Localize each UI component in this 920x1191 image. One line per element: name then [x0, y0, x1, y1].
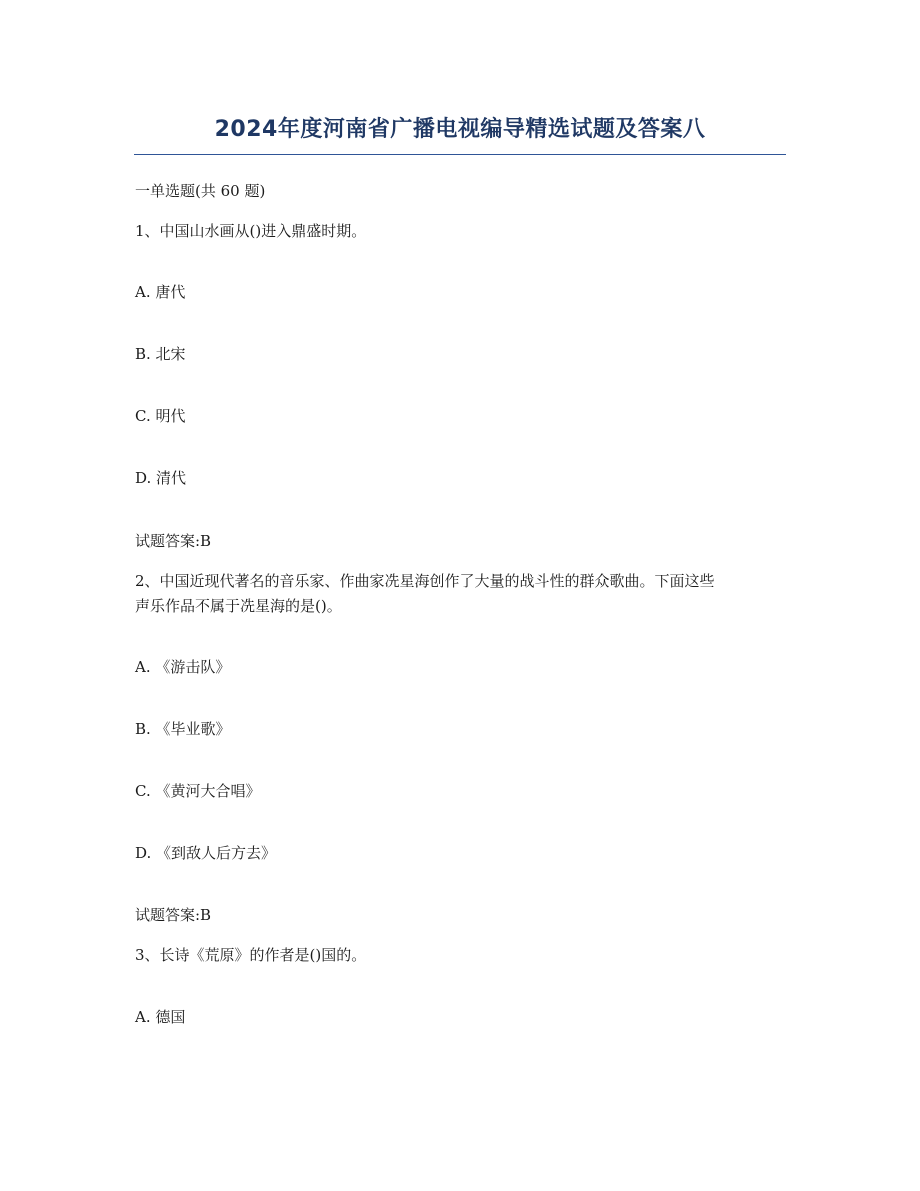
- question-1-option-a: A. 唐代: [135, 283, 186, 301]
- question-3-stem: 3、长诗《荒原》的作者是()国的。: [135, 946, 367, 964]
- question-1-option-b: B. 北宋: [135, 345, 186, 363]
- question-1-option-d: D. 清代: [135, 469, 187, 487]
- question-2-stem-line-1: 2、中国近现代著名的音乐家、作曲家冼星海创作了大量的战斗性的群众歌曲。下面这些: [135, 572, 715, 590]
- document-title: 2024年度河南省广播电视编导精选试题及答案八: [214, 117, 706, 142]
- question-1-answer: 试题答案:B: [135, 532, 212, 550]
- question-2-option-a: A. 《游击队》: [135, 658, 231, 676]
- question-1-option-c: C. 明代: [135, 407, 186, 425]
- question-2-option-d: D. 《到敌人后方去》: [135, 844, 277, 862]
- title-divider: [134, 154, 786, 155]
- question-2-answer: 试题答案:B: [135, 906, 212, 924]
- question-2-option-b: B. 《毕业歌》: [135, 720, 231, 738]
- question-1-stem: 1、中国山水画从()进入鼎盛时期。: [135, 222, 367, 240]
- question-3-option-a: A. 德国: [135, 1008, 186, 1026]
- question-2-stem-line-2: 声乐作品不属于冼星海的是()。: [135, 597, 342, 615]
- section-heading: 一单选题(共 60 题): [135, 182, 266, 200]
- question-2-option-c: C. 《黄河大合唱》: [135, 782, 261, 800]
